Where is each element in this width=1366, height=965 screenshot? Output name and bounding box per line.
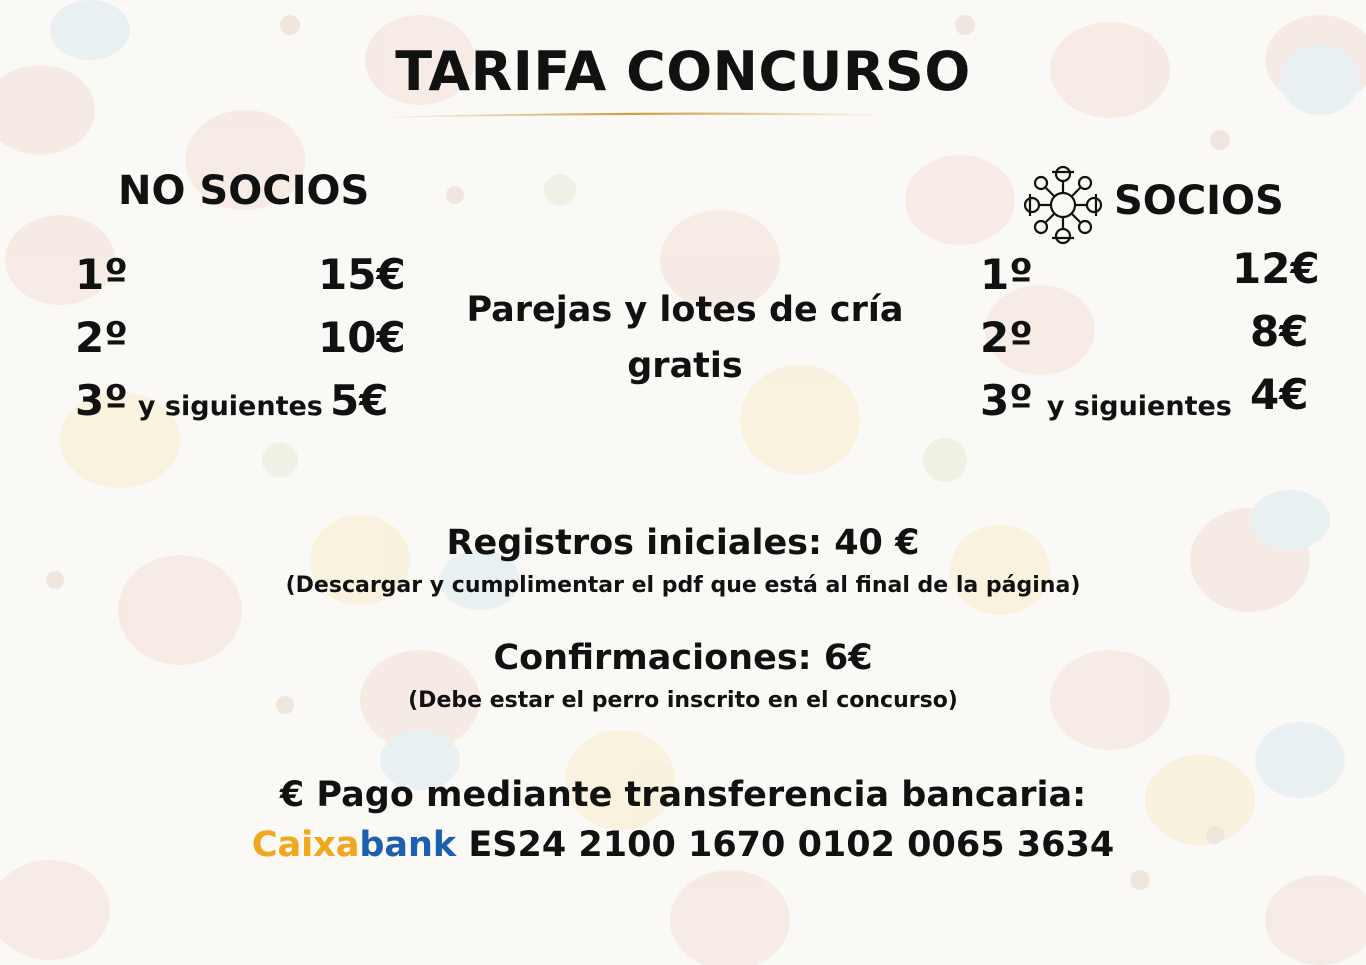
payment-line: € Pago mediante transferencia bancaria: [279, 775, 1087, 815]
socios-row-3-price: 4€ [1250, 370, 1309, 419]
bank-name-caixa: Caixa [251, 825, 360, 865]
center-note: Parejas y lotes de cría gratis [466, 290, 904, 386]
no-socios-row-1-label: 1º [75, 250, 128, 299]
no-socios-row-2-price: 10€ [318, 313, 406, 362]
bank-name-bank: bank [359, 825, 457, 865]
confirmaciones-main: Confirmaciones: 6€ [493, 638, 873, 678]
socios-row-1-price: 12€ [1232, 244, 1320, 293]
socios-heading: SOCIOS [1114, 178, 1284, 224]
title-underline [375, 112, 885, 118]
no-socios-row-3-suffix: y siguientes [137, 391, 323, 422]
registros-note: (Descargar y cumplimentar el pdf que está al final de la página) [285, 573, 1081, 598]
socios-row-3 [980, 376, 1232, 425]
no-socios-row-1 [75, 250, 128, 299]
no-socios-row-3-label: 3º [75, 376, 128, 425]
no-socios-row-3-price: 5€ [330, 376, 389, 425]
bank-account-line [0, 825, 1366, 865]
no-socios-row-2-label: 2º [75, 313, 128, 362]
dogs-circle-logo-icon [1022, 164, 1104, 246]
page-title: TARIFA CONCURSO [395, 40, 971, 103]
registros-main: Registros iniciales: 40 € [446, 523, 920, 563]
confirmaciones-note: (Debe estar el perro inscrito en el concurso) [408, 688, 958, 713]
no-socios-row-2 [75, 313, 128, 362]
no-socios-row-3 [75, 376, 323, 425]
socios-row-1 [980, 250, 1033, 299]
iban-number: ES24 2100 1670 0102 0065 3634 [468, 825, 1115, 865]
socios-row-3-label: 3º [980, 376, 1033, 425]
socios-row-3-suffix: y siguientes [1046, 391, 1232, 422]
no-socios-heading: NO SOCIOS [118, 168, 370, 214]
socios-row-1-label: 1º [980, 250, 1033, 299]
socios-row-2-label: 2º [980, 313, 1033, 362]
socios-row-2 [980, 313, 1033, 362]
socios-row-2-price: 8€ [1250, 307, 1309, 356]
no-socios-row-1-price: 15€ [318, 250, 406, 299]
